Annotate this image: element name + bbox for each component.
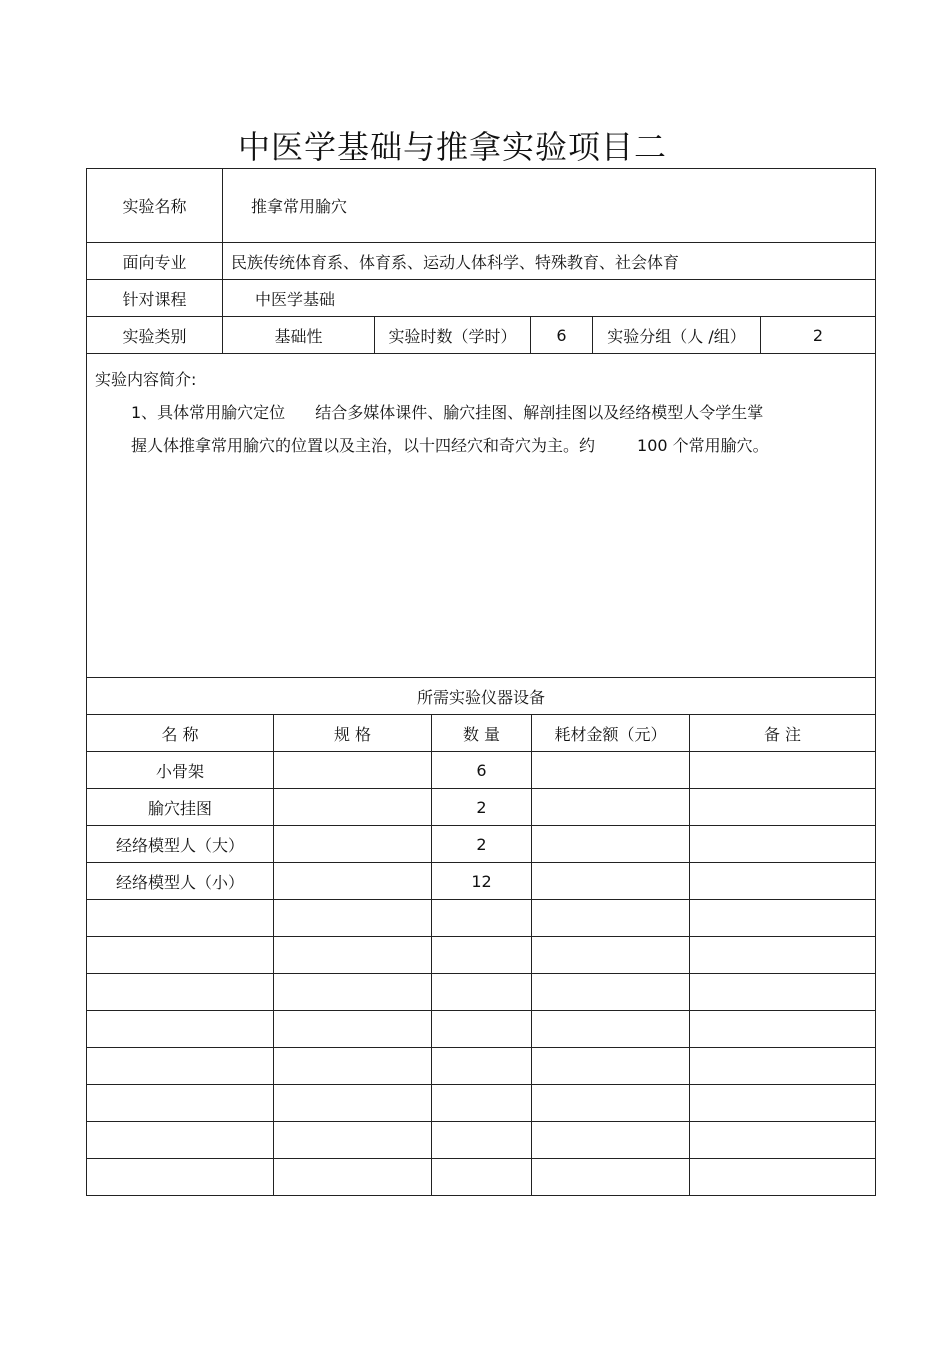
row-course [87,280,876,317]
table-row [87,826,876,863]
content-description [87,354,876,678]
cell-name: 经络模型人（大） [87,826,274,863]
cell-name [87,1048,274,1085]
cell-spec [274,789,432,826]
table-row [87,974,876,1011]
hours-label: 实验时数（学时） [375,317,531,354]
cell-spec [274,900,432,937]
cell-spec [274,752,432,789]
cell-quantity: 2 [432,826,532,863]
header-spec: 规 格 [274,715,432,752]
cell-cost [532,1048,690,1085]
table-row [87,1011,876,1048]
cell-quantity: 2 [432,789,532,826]
experiment-info-table [86,168,876,678]
cell-cost [532,752,690,789]
cell-remarks [690,1159,876,1196]
cell-quantity: 6 [432,752,532,789]
content-paragraph-line-1 [95,398,867,428]
header-cost: 耗材金额（元） [532,715,690,752]
major-value: 民族传统体育系、体育系、运动人体科学、特殊教育、社会体育 [223,243,876,280]
table-row [87,937,876,974]
cell-name [87,1011,274,1048]
cell-remarks [690,826,876,863]
table-row [87,1159,876,1196]
cell-remarks [690,1011,876,1048]
cell-quantity [432,1122,532,1159]
cell-quantity [432,1159,532,1196]
cell-name: 经络模型人（小） [87,863,274,900]
equipment-table [86,677,876,1196]
cell-remarks [690,900,876,937]
cell-name [87,1159,274,1196]
content-item-text-1: 结合多媒体课件、腧穴挂图、解剖挂图以及经络模型人令学生掌 [315,403,764,422]
cell-cost [532,826,690,863]
cell-name: 腧穴挂图 [87,789,274,826]
name-value: 推拿常用腧穴 [223,169,876,243]
cell-name [87,937,274,974]
cell-quantity [432,974,532,1011]
name-label: 实验名称 [87,169,223,243]
content-label: 实验内容简介: [95,370,197,389]
cell-remarks [690,1085,876,1122]
cell-spec [274,1122,432,1159]
cell-name: 小骨架 [87,752,274,789]
document-title: 中医学基础与推拿实验项目二 [237,128,667,166]
cell-cost [532,1085,690,1122]
cell-cost [532,1122,690,1159]
table-row [87,1048,876,1085]
cell-spec [274,1085,432,1122]
content-item-lead: 1、具体常用腧穴定位 [131,403,286,422]
experiment-form [86,168,875,1196]
row-major [87,243,876,280]
cell-quantity [432,900,532,937]
cell-cost [532,937,690,974]
equipment-header-row [87,715,876,752]
group-label: 实验分组（人 /组） [593,317,761,354]
row-content [87,354,876,678]
table-row [87,1085,876,1122]
cell-name [87,1122,274,1159]
major-label: 面向专业 [87,243,223,280]
table-row [87,789,876,826]
course-value: 中医学基础 [223,280,876,317]
cell-name [87,1085,274,1122]
content-paragraph-line-2 [95,428,867,464]
cell-spec [274,1159,432,1196]
cell-quantity [432,937,532,974]
type-label: 实验类别 [87,317,223,354]
cell-cost [532,900,690,937]
equipment-section-row [87,678,876,715]
row-experiment-name [87,169,876,243]
cell-name [87,900,274,937]
group-value: 2 [761,317,876,354]
cell-cost [532,1159,690,1196]
cell-cost [532,789,690,826]
type-value: 基础性 [223,317,375,354]
table-row [87,1122,876,1159]
row-type [87,317,876,354]
cell-cost [532,863,690,900]
cell-remarks [690,937,876,974]
equipment-rows [87,752,876,1196]
course-label: 针对课程 [87,280,223,317]
cell-spec [274,863,432,900]
cell-remarks [690,1122,876,1159]
table-row [87,863,876,900]
content-item-text-3: 100 个常用腧穴。 [637,436,769,455]
cell-spec [274,974,432,1011]
cell-remarks [690,752,876,789]
table-row [87,752,876,789]
cell-cost [532,974,690,1011]
cell-spec [274,1011,432,1048]
cell-spec [274,1048,432,1085]
cell-spec [274,937,432,974]
header-name: 名 称 [87,715,274,752]
header-quantity: 数 量 [432,715,532,752]
hours-value: 6 [531,317,593,354]
cell-cost [532,1011,690,1048]
cell-remarks [690,863,876,900]
cell-quantity [432,1048,532,1085]
cell-remarks [690,1048,876,1085]
cell-remarks [690,974,876,1011]
table-row [87,900,876,937]
cell-quantity [432,1011,532,1048]
equipment-section-title: 所需实验仪器设备 [87,678,876,715]
cell-quantity [432,1085,532,1122]
cell-name [87,974,274,1011]
content-item-text-2: 握人体推拿常用腧穴的位置以及主治，以十四经穴和奇穴为主。约 [131,436,596,455]
cell-quantity: 12 [432,863,532,900]
cell-spec [274,826,432,863]
header-remarks: 备 注 [690,715,876,752]
cell-remarks [690,789,876,826]
